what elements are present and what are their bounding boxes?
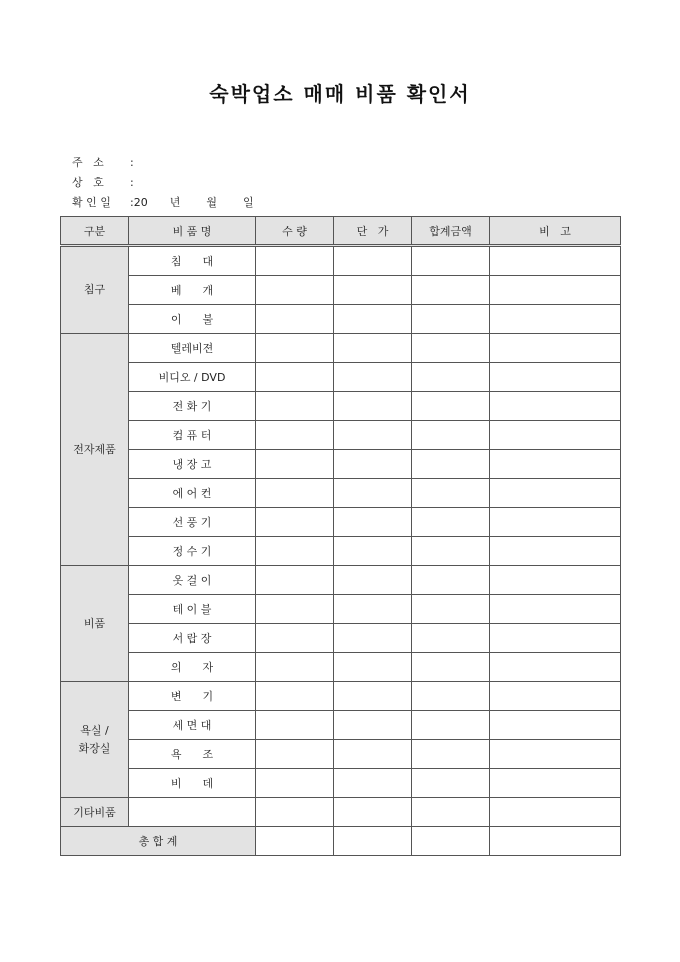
total-amount-cell[interactable] (412, 769, 490, 798)
quantity-cell[interactable] (256, 624, 334, 653)
quantity-cell[interactable] (256, 479, 334, 508)
table-row (61, 450, 621, 479)
total-amount-cell[interactable] (412, 798, 490, 827)
grand-total-label: 총 합 계 (61, 827, 256, 856)
table-row (61, 566, 621, 595)
header-category: 구분 (61, 217, 129, 246)
category-electronics: 전자제품 (61, 334, 129, 566)
table-row (61, 711, 621, 740)
remarks-cell[interactable] (490, 363, 621, 392)
unit-price-cell[interactable] (334, 798, 412, 827)
item-name: 서 랍 장 (129, 624, 256, 653)
remarks-cell[interactable] (490, 392, 621, 421)
address-label: 주 소 (72, 156, 104, 169)
quantity-cell[interactable] (256, 508, 334, 537)
header-quantity: 수 량 (256, 217, 334, 246)
table-row (61, 363, 621, 392)
header-remarks: 비 고 (490, 217, 621, 246)
quantity-cell[interactable] (256, 363, 334, 392)
unit-price-cell[interactable] (334, 682, 412, 711)
quantity-cell[interactable] (256, 392, 334, 421)
remarks-cell[interactable] (490, 246, 621, 276)
item-name: 비 데 (129, 769, 256, 798)
unit-price-cell[interactable] (334, 595, 412, 624)
table-row (61, 595, 621, 624)
address-value[interactable]: : (130, 156, 134, 169)
unit-price-cell[interactable] (334, 305, 412, 334)
remarks-cell[interactable] (490, 479, 621, 508)
quantity-cell[interactable] (256, 682, 334, 711)
unit-price-cell[interactable] (334, 421, 412, 450)
total-amount-cell[interactable] (412, 305, 490, 334)
total-amount-cell[interactable] (412, 479, 490, 508)
table-row-total (61, 827, 621, 856)
table-row (61, 479, 621, 508)
remarks-cell[interactable] (490, 595, 621, 624)
total-amount-cell[interactable] (412, 595, 490, 624)
business-name-value[interactable]: : (130, 176, 134, 189)
total-remarks-cell[interactable] (490, 827, 621, 856)
total-amount-cell[interactable] (412, 508, 490, 537)
item-name: 텔레비젼 (129, 334, 256, 363)
confirm-date-label: 확 인 일 (72, 196, 111, 209)
business-name-row (72, 174, 134, 190)
remarks-cell[interactable] (490, 624, 621, 653)
item-name: 에 어 컨 (129, 479, 256, 508)
quantity-cell[interactable] (256, 246, 334, 276)
header-item-name: 비 품 명 (129, 217, 256, 246)
table-row (61, 276, 621, 305)
quantity-cell[interactable] (256, 740, 334, 769)
unit-price-cell[interactable] (334, 566, 412, 595)
header-unit-price: 단 가 (334, 217, 412, 246)
table-row (61, 305, 621, 334)
remarks-cell[interactable] (490, 566, 621, 595)
total-amount-cell[interactable] (412, 363, 490, 392)
item-name: 의 자 (129, 653, 256, 682)
unit-price-cell[interactable] (334, 653, 412, 682)
unit-price-cell[interactable] (334, 537, 412, 566)
remarks-cell[interactable] (490, 334, 621, 363)
quantity-cell[interactable] (256, 421, 334, 450)
remarks-cell[interactable] (490, 450, 621, 479)
confirm-date-value[interactable] (130, 194, 280, 210)
unit-price-cell[interactable] (334, 276, 412, 305)
table-row (61, 740, 621, 769)
remarks-cell[interactable] (490, 769, 621, 798)
header-total-amount: 합계금액 (412, 217, 490, 246)
date-prefix: :20 (130, 196, 148, 209)
item-name: 비디오 / DVD (129, 363, 256, 392)
quantity-cell[interactable] (256, 653, 334, 682)
unit-price-cell[interactable] (334, 450, 412, 479)
category-fixtures: 비품 (61, 566, 129, 682)
total-amount-cell[interactable] (412, 450, 490, 479)
remarks-cell[interactable] (490, 653, 621, 682)
item-name: 세 면 대 (129, 711, 256, 740)
table-row (61, 246, 621, 276)
item-name: 테 이 블 (129, 595, 256, 624)
date-year: 년 (169, 196, 181, 209)
category-bathroom-line2: 화장실 (78, 741, 111, 755)
total-amount-cell[interactable] (412, 711, 490, 740)
quantity-cell[interactable] (256, 798, 334, 827)
unit-price-cell[interactable] (334, 711, 412, 740)
total-amount-cell[interactable] (412, 334, 490, 363)
table-row (61, 508, 621, 537)
quantity-cell[interactable] (256, 595, 334, 624)
unit-price-cell[interactable] (334, 479, 412, 508)
quantity-cell[interactable] (256, 711, 334, 740)
total-amount-cell[interactable] (412, 246, 490, 276)
item-name: 베 개 (129, 276, 256, 305)
date-month: 월 (206, 196, 217, 209)
total-amount-cell[interactable] (412, 566, 490, 595)
item-name: 전 화 기 (129, 392, 256, 421)
item-name: 욕 조 (129, 740, 256, 769)
table-row (61, 537, 621, 566)
quantity-cell[interactable] (256, 334, 334, 363)
item-name: 선 풍 기 (129, 508, 256, 537)
table-row (61, 682, 621, 711)
unit-price-cell[interactable] (334, 392, 412, 421)
grand-total-amount-cell[interactable] (412, 827, 490, 856)
item-name: 침 대 (129, 246, 256, 276)
table-row (61, 624, 621, 653)
remarks-cell[interactable] (490, 740, 621, 769)
total-amount-cell[interactable] (412, 276, 490, 305)
quantity-cell[interactable] (256, 450, 334, 479)
other-item-name-cell[interactable] (129, 798, 256, 827)
quantity-cell[interactable] (256, 769, 334, 798)
unit-price-cell[interactable] (334, 246, 412, 276)
total-quantity-cell[interactable] (256, 827, 334, 856)
remarks-cell[interactable] (490, 798, 621, 827)
unit-price-cell[interactable] (334, 508, 412, 537)
fixtures-table (60, 216, 621, 856)
category-bedding: 침구 (61, 246, 129, 334)
document-title: 숙박업소 매매 비품 확인서 (209, 82, 471, 106)
category-bathroom-line1: 욕실 / (80, 723, 109, 737)
unit-price-cell[interactable] (334, 769, 412, 798)
quantity-cell[interactable] (256, 537, 334, 566)
table-row (61, 769, 621, 798)
category-bathroom (61, 682, 129, 798)
total-amount-cell[interactable] (412, 421, 490, 450)
business-name-label: 상 호 (72, 176, 104, 189)
date-day: 일 (242, 196, 254, 209)
remarks-cell[interactable] (490, 682, 621, 711)
unit-price-cell[interactable] (334, 624, 412, 653)
remarks-cell[interactable] (490, 276, 621, 305)
remarks-cell[interactable] (490, 537, 621, 566)
remarks-cell[interactable] (490, 305, 621, 334)
unit-price-cell[interactable] (334, 334, 412, 363)
unit-price-cell[interactable] (334, 363, 412, 392)
item-name: 이 불 (129, 305, 256, 334)
item-name: 냉 장 고 (129, 450, 256, 479)
table-header-row (61, 217, 621, 246)
remarks-cell[interactable] (490, 421, 621, 450)
item-name: 변 기 (129, 682, 256, 711)
confirm-date-row (72, 194, 280, 210)
table-row (61, 653, 621, 682)
quantity-cell[interactable] (256, 276, 334, 305)
total-amount-cell[interactable] (412, 624, 490, 653)
total-amount-cell[interactable] (412, 740, 490, 769)
total-amount-cell[interactable] (412, 537, 490, 566)
total-amount-cell[interactable] (412, 392, 490, 421)
quantity-cell[interactable] (256, 305, 334, 334)
category-other: 기타비품 (61, 798, 129, 827)
remarks-cell[interactable] (490, 711, 621, 740)
table-row (61, 392, 621, 421)
total-unit-price-cell[interactable] (334, 827, 412, 856)
item-name: 정 수 기 (129, 537, 256, 566)
total-amount-cell[interactable] (412, 682, 490, 711)
total-amount-cell[interactable] (412, 653, 490, 682)
table-row (61, 421, 621, 450)
remarks-cell[interactable] (490, 508, 621, 537)
item-name: 옷 걸 이 (129, 566, 256, 595)
table-row (61, 334, 621, 363)
unit-price-cell[interactable] (334, 740, 412, 769)
table-row-other (61, 798, 621, 827)
address-row (72, 154, 134, 170)
quantity-cell[interactable] (256, 566, 334, 595)
item-name: 컴 퓨 터 (129, 421, 256, 450)
